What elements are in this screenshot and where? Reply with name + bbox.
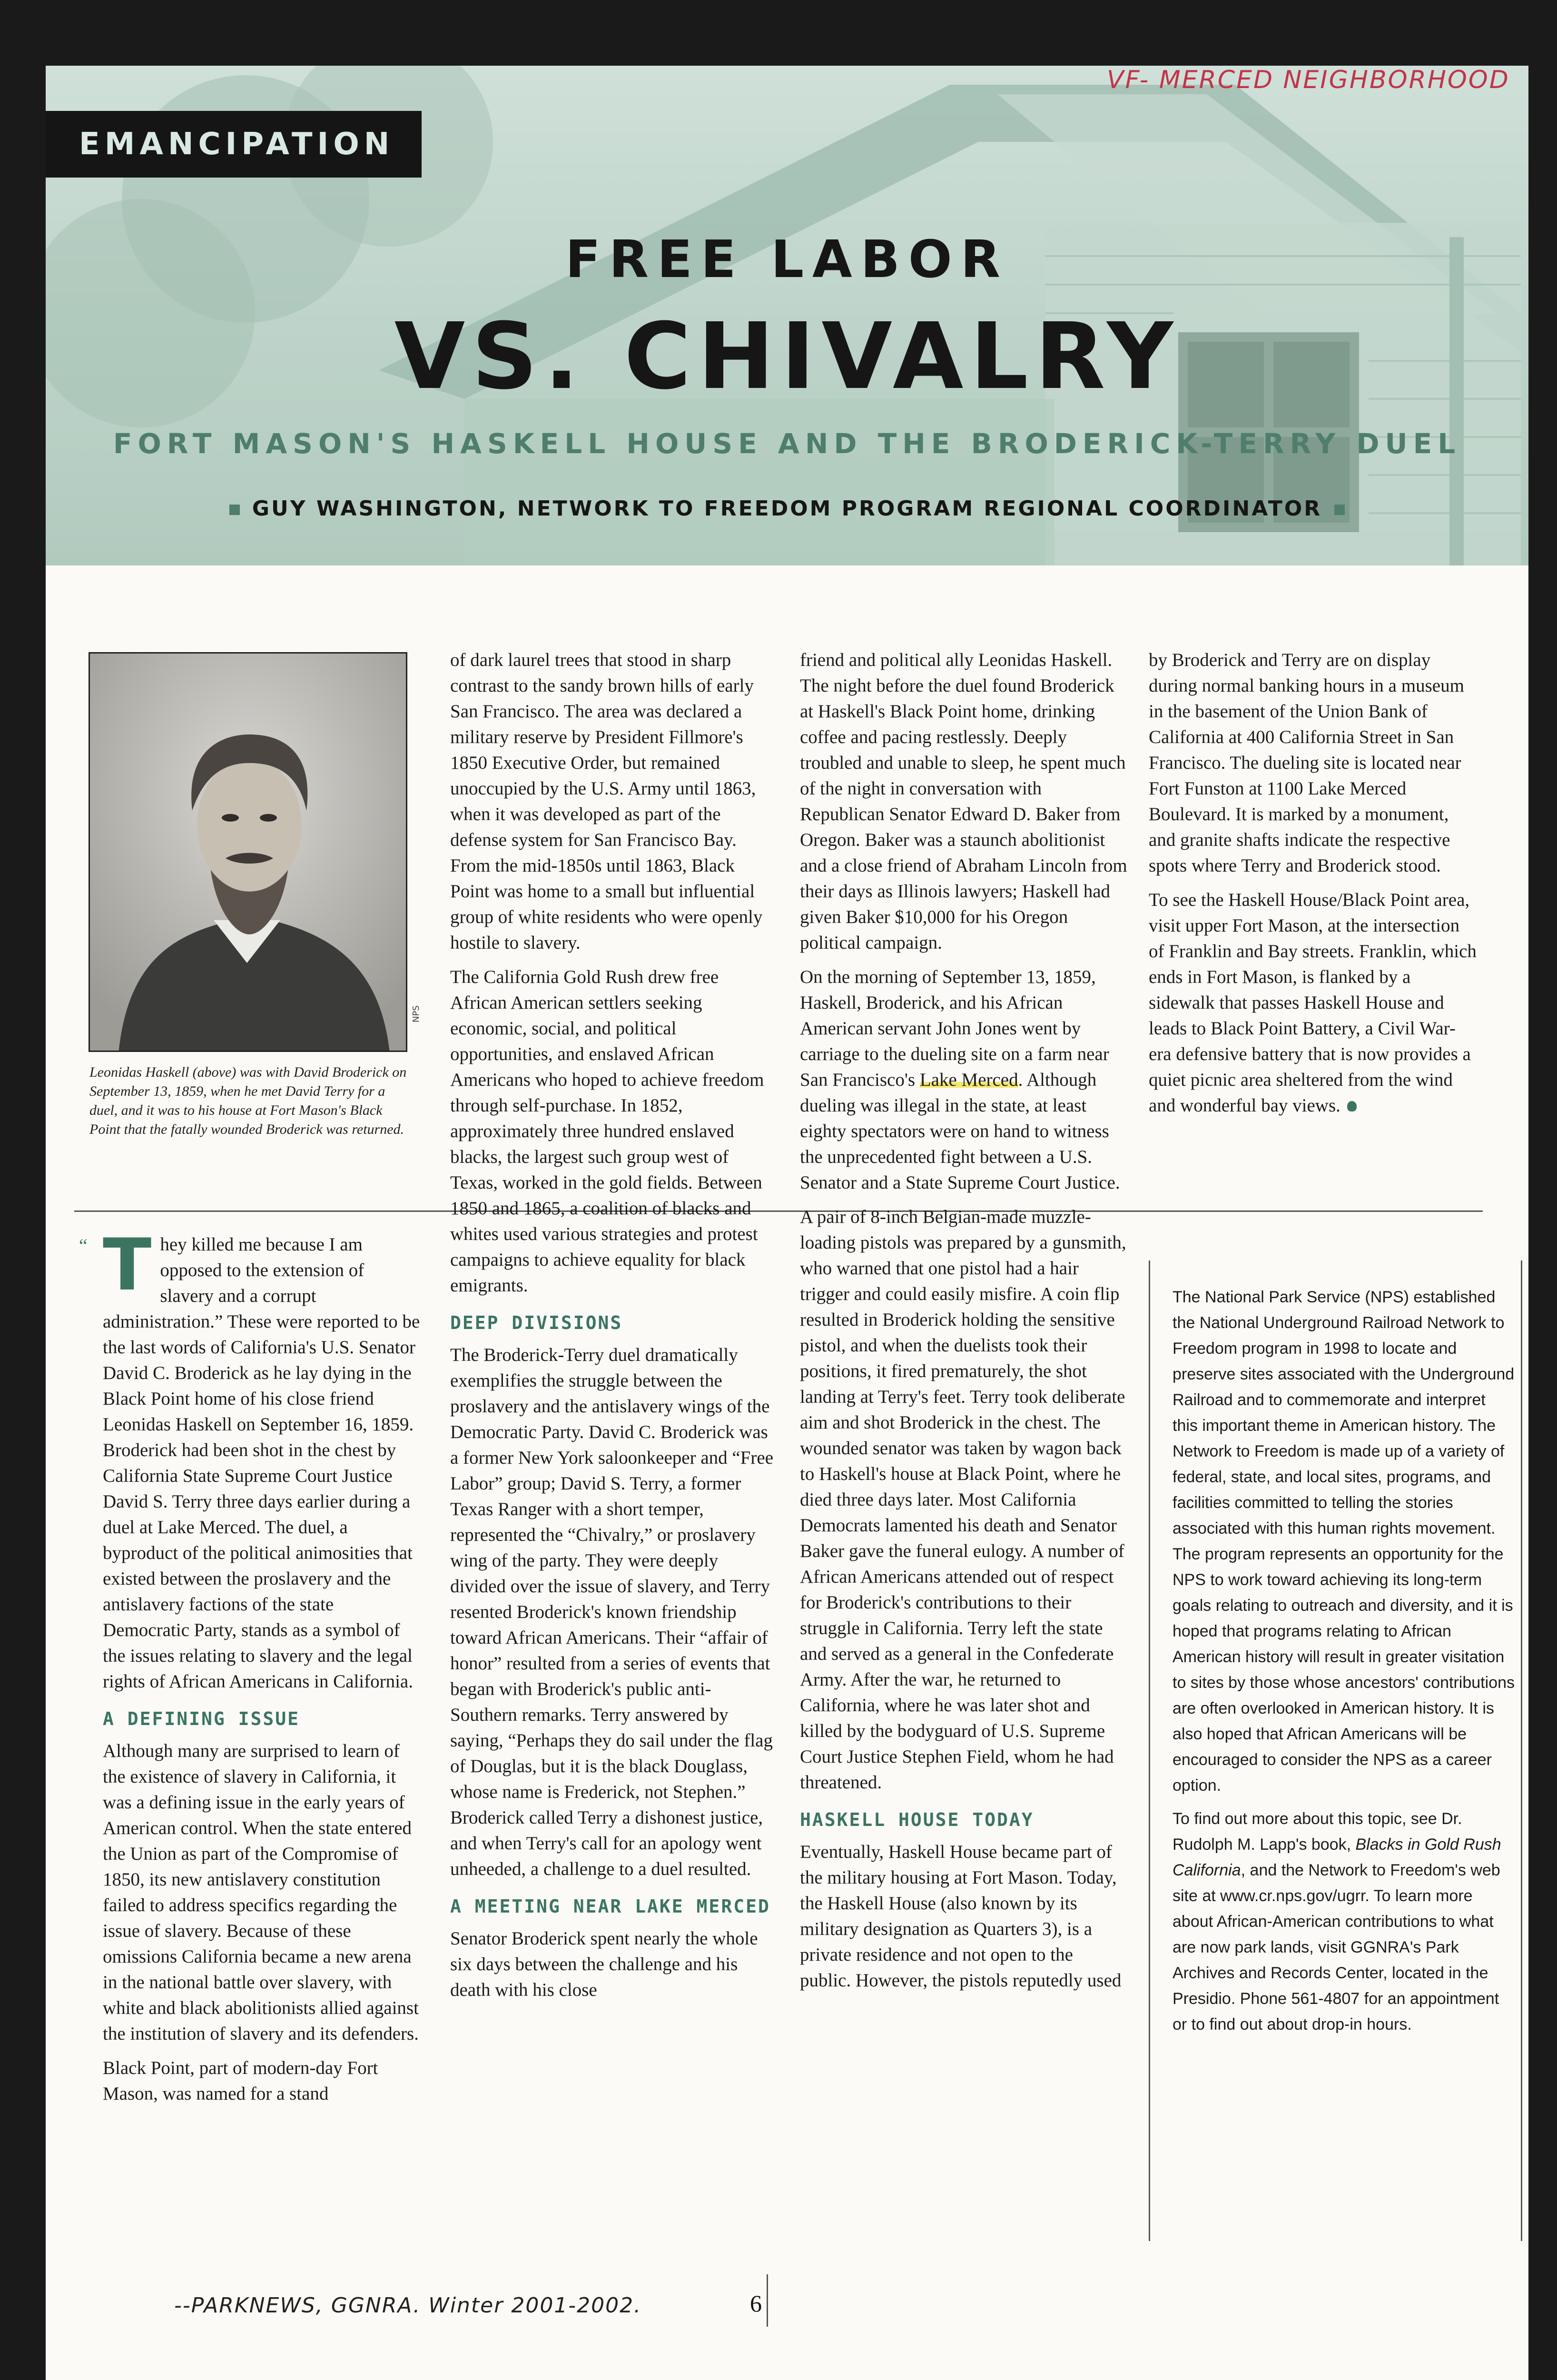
handwritten-file-note: VF- MERCED NEIGHBORHOOD <box>1107 66 1510 94</box>
open-quote-mark: “ <box>79 1235 88 1256</box>
sidebar-paragraph <box>1173 1806 1515 2037</box>
photo-caption: Leonidas Haskell (above) was with David Broderick on September 13, 1859, when he met David Terry for a duel, and it was to his house at Fort Mason's Black Point that the fatally wounded Broderick was returned. <box>89 1064 407 1137</box>
highlighted-text: Lake Merced <box>919 1070 1018 1090</box>
section-tag: EMANCIPATION <box>46 111 422 178</box>
sidebar-text: , and the Network to Freedom's web site at www.cr.nps.gov/ugrr. To learn more about African-American contributions to what are now park lands, visit GGNRA's Park Archives and Records Center, located in the Presidio. Phone 561-4807 for an appointment or to find out about drop-in hours. <box>1173 1861 1500 2033</box>
portrait-photo <box>89 652 407 1052</box>
article-paragraph: A pair of 8-inch Belgian-made muzzle-loading pistols was prepared by a gunsmith, who warned that one pistol had a hair trigger and could easily misfire. A coin flip resulted in Broderick holding the sensitive pistol, and when the duelists took their positions, it fired prematurely, the shot landing at Terry's feet. Terry took deliberate aim and shot Broderick in the chest. The wounded senator was taken by wagon back to Haskell's house at Black Point, where he died three days later. Most California Democrats lamented his death and Senator Baker gave the funeral eulogy. A number of African Americans attended out of respect for Broderick's contributions to their struggle in California. Terry left the state and served as a general in the Confederate Army. After the war, he returned to California, where he was later shot and killed by the bodyguard of U.S. Supreme Court Justice Stephen Field, whom he had threatened. <box>800 1207 1126 1793</box>
book-title: Blacks in Gold Rush California <box>1173 1835 1501 1879</box>
page-number: 6 <box>750 2290 762 2317</box>
article-paragraph: The Broderick-Terry duel dramatically exemplifies the struggle between the proslavery and the antislavery wings of the Democratic Party. David C. Broderick was a former New York saloonkeeper and “Free Labor” group; David S. Terry, a former Texas Ranger with a short temper, represented the “Chivalry,” or proslavery wing of the party. They were deeply divided over the issue of slavery, and Terry resented Broderick's known friendship toward African Americans. Their “affair of honor” resulted from a series of events that began with Broderick's public anti-Southern remarks. Terry answered by saying, “Perhaps they do sail under the flag of Douglas, but it is the black Douglass, whose name is Frederick, not Stephen.” Broderick called Terry a dishonest justice, and when Terry's call for an apology went unheeded, a challenge to a duel resulted. <box>450 1345 774 1879</box>
article-column-4 <box>1149 647 1477 1127</box>
article-paragraph: The California Gold Rush drew free African American settlers seeking economic, social, and political opportunities, and enslaved African Americans who hoped to achieve freedom through self-purchase. In 1852, approximately three hundred enslaved blacks, the largest such group west of Texas, worked in the gold fields. Between 1850 and 1865, a coalition of blacks and whites used various strategies and protest campaigns to achieve equality for black emigrants. <box>450 967 764 1296</box>
photo-credit: NPS <box>411 1005 421 1022</box>
portrait-illustration <box>90 654 407 1052</box>
square-bullet-icon <box>229 505 240 515</box>
section-heading: DEEP DIVISIONS <box>450 1312 623 1333</box>
sidebar-text: To find out more about this topic, see Dr. Rudolph M. Lapp's book, <box>1173 1810 1462 1854</box>
paragraph-text: . Although dueling was illegal in the state, at least eighty spectators were on hand to witness the unprecedented fight between a U.S. Senator and a State Supreme Court Justice. <box>800 1070 1120 1193</box>
article-paragraph: Black Point, part of modern-day Fort Mason, was named for a stand <box>103 2058 378 2104</box>
article-paragraph: Although many are surprised to learn of the existence of slavery in California, it was a defining issue in the early years of American control. When the state entered the Union as part of the Compromise of 1850, its new antislavery constitution failed to address specifics regarding the issue of slavery. Because of these omissions California became a new arena in the national battle over slavery, with white and black abolitionists allied against the institution of slavery and its defenders. <box>103 1741 419 2044</box>
headline-title: VS. CHIVALRY <box>394 304 1180 410</box>
sidebar-box <box>1173 1284 1515 2045</box>
byline-text: GUY WASHINGTON, NETWORK TO FREEDOM PROGRAM REGIONAL COORDINATOR <box>252 496 1322 521</box>
newsletter-page <box>46 66 1528 2380</box>
sidebar-right-rule <box>1521 1260 1522 2241</box>
paragraph-text: To see the Haskell House/Black Point area, visit upper Fort Mason, at the intersection of Franklin and Bay streets. Franklin, which ends in Fort Mason, is flanked by a sidewalk that passes Haskell House and leads to Black Point Battery, a Civil War-era defensive battery that is now provides a quiet picnic area sheltered from the wind and wonderful bay views. <box>1149 890 1477 1116</box>
section-heading: A DEFINING ISSUE <box>103 1708 300 1729</box>
article-paragraph <box>103 1224 422 1695</box>
article-paragraph: Eventually, Haskell House became part of the military housing at Fort Mason. Today, the Haskell House (also known by its military designation as Quarters 3), is a private residence and not open to the public. However, the pistols reputedly used <box>800 1842 1122 1991</box>
headline-kicker: FREE LABOR <box>565 230 1009 289</box>
section-heading: HASKELL HOUSE TODAY <box>800 1809 1034 1830</box>
paragraph-text: On the morning of September 13, 1859, Haskell, Broderick, and his African American servant John Jones went by carriage to the dueling site on a farm near San Francisco's <box>800 967 1109 1090</box>
article-paragraph: of dark laurel trees that stood in sharp contrast to the sandy brown hills of early San Francisco. The area was declared a military reserve by President Fillmore's 1850 Executive Order, but remained unoccupied by the U.S. Army until 1863, when it was developed as part of the defense system for San Francisco Bay. From the mid-1850s until 1863, Black Point was home to a small but influential group of white residents who were openly hostile to slavery. <box>450 650 763 953</box>
section-heading: A MEETING NEAR LAKE MERCED <box>450 1896 770 1917</box>
end-of-article-icon <box>1347 1101 1357 1111</box>
article-paragraph <box>1149 887 1477 1119</box>
header-banner <box>46 66 1528 565</box>
square-bullet-icon <box>1334 505 1345 515</box>
byline <box>46 496 1528 521</box>
sidebar-left-rule <box>1149 1260 1150 2241</box>
footer-rule <box>767 2274 768 2327</box>
article-paragraph: by Broderick and Terry are on display during normal banking hours in a museum in the basement of the Union Bank of California at 400 California Street in San Francisco. The dueling site is located near Fort Funston at 1100 Lake Merced Boulevard. It is marked by a monument, and granite shafts indicate the respective spots where Terry and Broderick stood. <box>1149 650 1464 876</box>
article-column-3 <box>800 647 1128 2002</box>
headline-subtitle: FORT MASON'S HASKELL HOUSE AND THE BRODERICK-TERRY DUEL <box>113 427 1461 460</box>
sidebar-paragraph: The National Park Service (NPS) established the National Underground Railroad Network to Freedom program in 1998 to locate and preserve sites associated with the Underground Railroad and to commemorate and interpret this important theme in American history. The Network to Freedom is made up of a variety of federal, state, and local sites, programs, and facilities committed to telling the stories associated with this human rights movement. The program represents an opportunity for the NPS to work toward achieving its long-term goals relating to outreach and diversity, and it is hoped that programs relating to African American history will result in greater visitation to sites by those whose ancestors' contributions are often overlooked in American history. It is also hoped that African Americans will be encouraged to consider the NPS as a career option. <box>1173 1288 1515 1795</box>
drop-cap: T <box>103 1224 152 1307</box>
article-column-2 <box>450 647 774 2012</box>
article-paragraph <box>800 964 1128 1196</box>
article-column-1 <box>103 1224 422 2115</box>
article-paragraph: friend and political ally Leonidas Haskell. The night before the duel found Broderick at Haskell's Black Point home, drinking coffee and pacing restlessly. Deeply troubled and unable to sleep, he spent much of the night in conversation with Republican Senator Edward D. Baker from Oregon. Baker was a staunch abolitionist and a close friend of Abraham Lincoln from their days as Illinois lawyers; Haskell had given Baker $10,000 for his Oregon political campaign. <box>800 650 1127 953</box>
lead-paragraph-text: hey killed me because I am opposed to the extension of slavery and a corrupt administration.” These were reported to be the last words of California's U.S. Senator David C. Broderick as he lay dying in the Black Point home of his close friend Leonidas Haskell on September 16, 1859. Broderick had been shot in the chest by California State Supreme Court Justice David S. Terry three days earlier during a duel at Lake Merced. The duel, a byproduct of the political animosities that existed between the proslavery and the antislavery factions of the state Democratic Party, stands as a symbol of the issues relating to slavery and the legal rights of African Americans in California. <box>103 1234 420 1692</box>
horizontal-rule <box>74 1210 1483 1212</box>
article-paragraph: Senator Broderick spent nearly the whole six days between the challenge and his death with his close <box>450 1928 758 2000</box>
handwritten-source-note: --PARKNEWS, GGNRA. Winter 2001-2002. <box>174 2293 642 2318</box>
